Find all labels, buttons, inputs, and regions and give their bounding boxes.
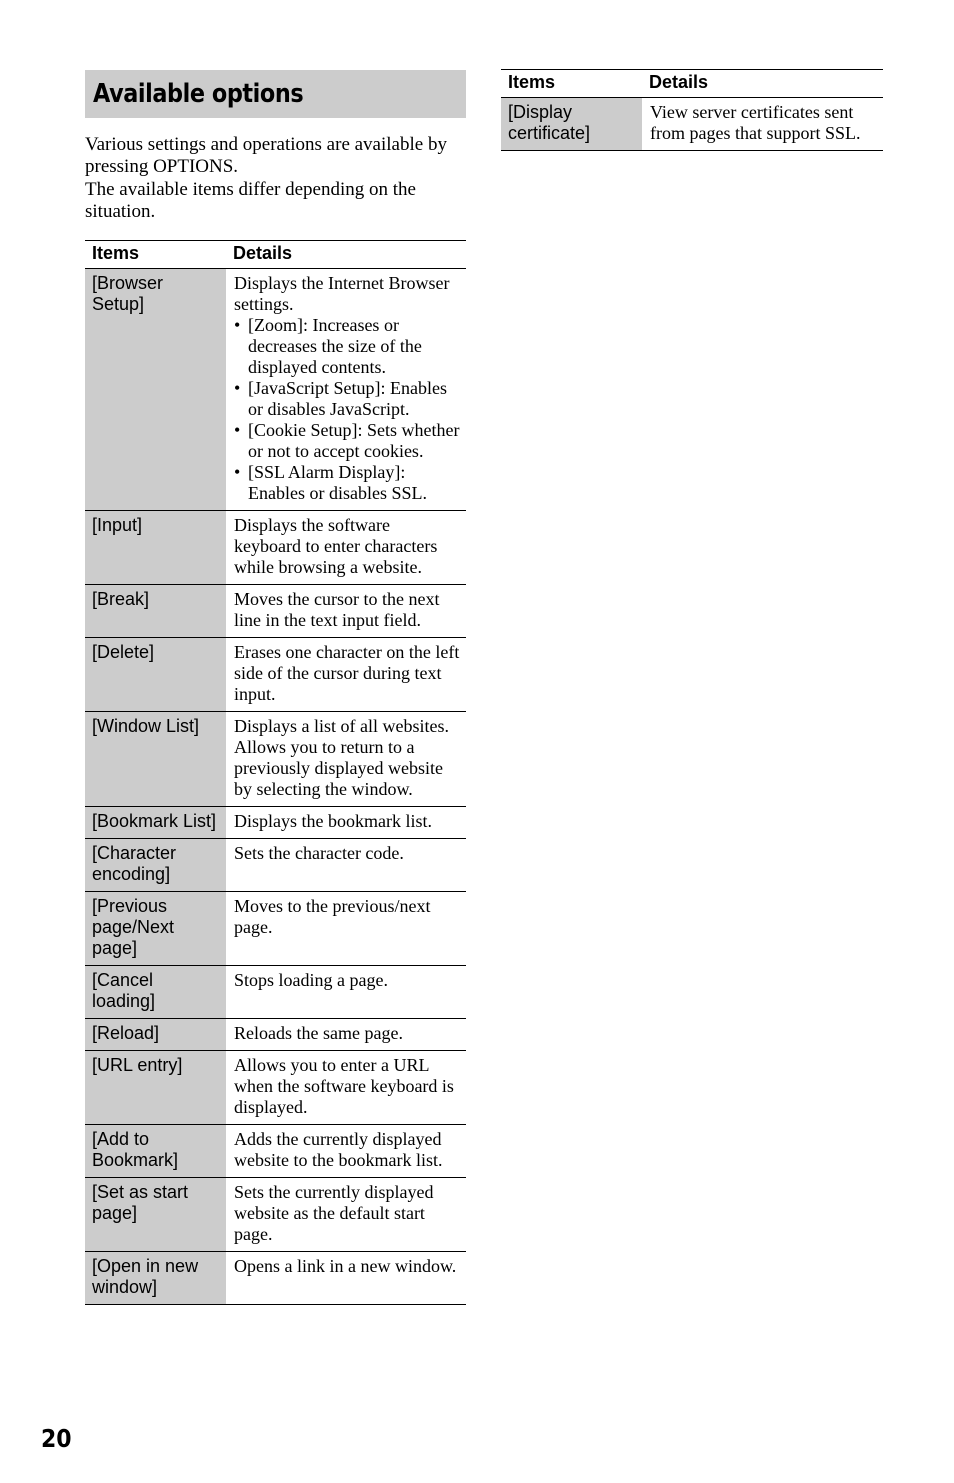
row-details: Allows you to enter a URL when the software keyboard is displayed. [226,1051,466,1125]
row-item: [Delete] [85,638,226,712]
details-line-1: Displays a list of all websites. [234,716,449,736]
table-row [85,585,466,638]
header-items: Items [85,241,226,269]
bullet-item [234,420,461,462]
intro-paragraph-1: Various settings and operations are available by pressing OPTIONS. [85,134,447,178]
row-item: [Add to Bookmark] [85,1125,226,1178]
page-number: 20 [41,1424,72,1453]
section-heading-box [85,70,466,118]
bullet-icon: • [234,378,241,398]
row-details [226,269,466,511]
row-details: Moves to the previous/next page. [226,892,466,966]
row-details: Adds the currently displayed website to the bookmark list. [226,1125,466,1178]
row-item: [Display certificate] [501,98,642,151]
intro-paragraph-2: The available items differ depending on the situation. [85,178,416,222]
table-row [85,269,466,511]
table-row [85,1019,466,1051]
row-details: Stops loading a page. [226,966,466,1019]
table-row [85,1178,466,1252]
table-row [85,966,466,1019]
row-item: [Browser Setup] [85,269,226,511]
row-details [226,712,466,807]
options-table-left [85,240,466,1305]
header-items: Items [501,70,642,98]
intro-text [85,134,469,223]
details-line-2: Allows you to return to a previously displayed website by selecting the window. [234,737,443,799]
table-row [85,1125,466,1178]
row-item: [Open in new window] [85,1252,226,1305]
details-intro: Displays the Internet Browser settings. [234,273,450,314]
options-table-right [501,69,883,151]
table-row [501,98,883,151]
bullet-item [234,378,461,420]
bullet-text: [SSL Alarm Display]: Enables or disables SSL. [248,462,427,503]
table-row [85,839,466,892]
row-details: View server certificates sent from pages that support SSL. [642,98,883,151]
table-row [85,638,466,712]
row-item: [Bookmark List] [85,807,226,839]
row-item: [Reload] [85,1019,226,1051]
table-header-row [501,70,883,98]
table-row [85,712,466,807]
row-details: Moves the cursor to the next line in the text input field. [226,585,466,638]
row-details: Reloads the same page. [226,1019,466,1051]
bullet-icon: • [234,420,241,440]
row-details: Erases one character on the left side of the cursor during text input. [226,638,466,712]
table-row [85,892,466,966]
row-item: [Set as start page] [85,1178,226,1252]
details-bullet-list [234,315,461,504]
bullet-item [234,315,461,378]
row-details: Opens a link in a new window. [226,1252,466,1305]
row-item: [Window List] [85,712,226,807]
row-item: [URL entry] [85,1051,226,1125]
row-details: Sets the currently displayed website as the default start page. [226,1178,466,1252]
row-details: Displays the bookmark list. [226,807,466,839]
row-item: [Break] [85,585,226,638]
table-row [85,511,466,585]
table-row [85,1051,466,1125]
header-details: Details [226,241,466,269]
section-title: Available options [93,79,304,109]
table-row [85,807,466,839]
bullet-text: [Zoom]: Increases or decreases the size of the displayed contents. [248,315,422,377]
bullet-text: [JavaScript Setup]: Enables or disables JavaScript. [248,378,447,419]
row-item: [Character encoding] [85,839,226,892]
bullet-icon: • [234,315,241,335]
row-details: Sets the character code. [226,839,466,892]
table-header-row [85,241,466,269]
row-item: [Previous page/Next page] [85,892,226,966]
header-details: Details [642,70,883,98]
bullet-icon: • [234,462,241,482]
row-item: [Input] [85,511,226,585]
table-row [85,1252,466,1305]
bullet-text: [Cookie Setup]: Sets whether or not to accept cookies. [248,420,460,461]
row-item: [Cancel loading] [85,966,226,1019]
row-details: Displays the software keyboard to enter characters while browsing a website. [226,511,466,585]
bullet-item [234,462,461,504]
